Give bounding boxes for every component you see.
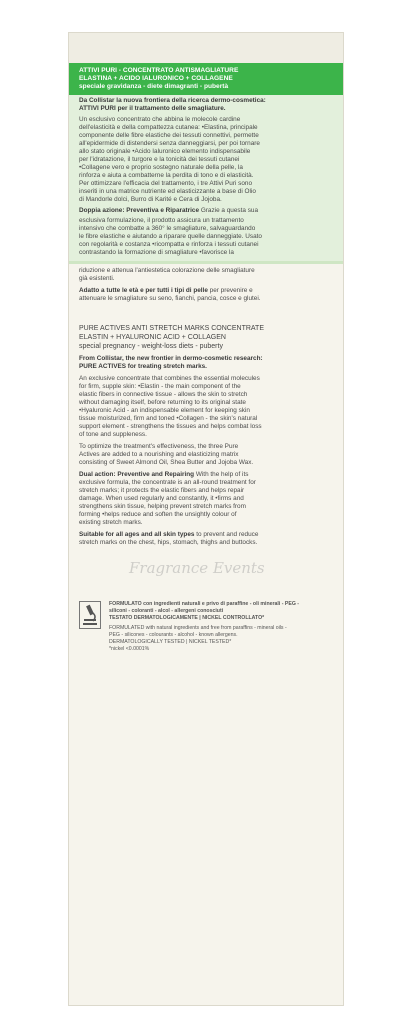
- en-optimize-line: consisting of Sweet Almond Oil, Shea Butter and Jojoba Wax.: [79, 459, 254, 466]
- section-divider: [69, 261, 343, 264]
- it-dual-line: esclusiva formulazione, il prodotto assicura un trattamento: [79, 217, 244, 224]
- en-heading-line-3: special pregnancy - weight-loss diets - puberty: [79, 343, 223, 350]
- en-body-line: support element - strengthens the tissues and helps combat loss: [79, 423, 262, 430]
- it-dual-line: già esistenti.: [79, 275, 115, 282]
- en-dual-title: Dual action: Preventive and Repairing: [79, 471, 195, 478]
- it-dual-line: contrastando la formazione di smagliature •favorisce la: [79, 249, 234, 256]
- en-body-line: of tone and suppleness.: [79, 431, 147, 438]
- it-body-line: Un esclusivo concentrato che abbina le molecole cardine: [79, 116, 241, 123]
- microscope-icon: [79, 601, 101, 629]
- it-heading-line-2: ELASTINA + ACIDO IALURONICO + COLLAGENE: [79, 75, 233, 82]
- product-box-panel: [68, 32, 344, 1006]
- it-dual-title: Doppia azione: Preventiva e Riparatrice: [79, 207, 200, 214]
- en-heading-line-2: ELASTIN + HYALURONIC ACID + COLLAGEN: [79, 334, 226, 341]
- it-body-line: allo stato originale •Acido Ialuronico elemento indispensabile: [79, 148, 251, 155]
- cert-it-line: siliconi - coloranti - alcol - allergeni conosciuti: [109, 608, 224, 614]
- it-heading-line-1: ATTIVI PURI - CONCENTRATO ANTISMAGLIATURE: [79, 67, 239, 74]
- it-ages-title: Adatto a tutte le età e per tutti i tipi di pelle: [79, 287, 208, 294]
- en-dual-line: With the help of its: [195, 471, 249, 478]
- cert-en-line: *nickel <0.0001%: [109, 646, 150, 652]
- it-heading-line-3: speciale gravidanza - diete dimagranti - pubertà: [79, 83, 229, 90]
- it-dual-line: le fibre elastiche e aiutando a riparare quelle danneggiate. Usato: [79, 233, 262, 240]
- it-body-line: Per ottimizzare l'efficacia del trattamento, i tre Attivi Puri sono: [79, 180, 253, 187]
- en-body-line: tissue moisturized, firm and toned •Collagen - the skin's natural: [79, 415, 258, 422]
- it-body-line: inseriti in una matrice nutriente ed elasticizzante a base di Olio: [79, 188, 256, 195]
- it-body-line: componente delle fibre elastiche dei tessuti connettivi, permette: [79, 132, 259, 139]
- it-body-line: di Mandorle dolci, Burro di Karité e Cera di Jojoba.: [79, 196, 222, 203]
- it-body-line: rinforza e aiuta a combatterne la perdita di tono e di elasticità.: [79, 172, 254, 179]
- en-intro-line-1: From Collistar, the new frontier in dermo-cosmetic research:: [79, 355, 263, 362]
- it-dual-action: [79, 207, 336, 215]
- en-optimize-line: Actives are added to a nourishing and elasticizing matrix: [79, 451, 239, 458]
- it-dual-line: intensivo che combatte a 360° le smagliature, salvaguardando: [79, 225, 256, 232]
- en-dual-line: damage. When used regularly and constantly, it •firms and: [79, 495, 244, 502]
- en-body-line: without damaging itself, before returning to its original state: [79, 399, 246, 406]
- en-dual-line: forming •helps reduce and soften the unsightly colour of: [79, 511, 237, 518]
- it-body-line: all'epidermide di distendersi senza danneggiarsi, per poi tornare: [79, 140, 260, 147]
- en-dual-line: existing stretch marks.: [79, 519, 143, 526]
- en-body-line: •Hyaluronic Acid - an indispensable element for keeping skin: [79, 407, 250, 414]
- cert-en-line: PEG - silicones - colourants - alcohol - known allergens.: [109, 632, 238, 638]
- it-ages-line: per prevenire e: [209, 287, 253, 294]
- en-dual-line: exclusive formula, the concentrate is an all-round treatment for: [79, 479, 256, 486]
- en-optimize-line: To optimize the treatment's effectiveness, the three Pure: [79, 443, 239, 450]
- en-body-line: An exclusive concentrate that combines the essential molecules: [79, 375, 260, 382]
- en-body-line: elastic fibers in connective tissue - allows the skin to stretch: [79, 391, 248, 398]
- en-dual-line: strengthens skin tissue, helping prevent stretch marks from: [79, 503, 246, 510]
- it-body-line: per l'idratazione, il turgore e la tonicità dei tessuti cutanei: [79, 156, 240, 163]
- en-dual-action: [79, 471, 336, 479]
- en-dual-line: stretch marks; it protects the elastic fibers and helps repair: [79, 487, 245, 494]
- cert-en-line: FORMULATED with natural ingredients and free from paraffins - mineral oils -: [109, 625, 287, 631]
- it-intro-line-2: ATTIVI PURI per il trattamento delle smagliature.: [79, 105, 226, 112]
- it-dual-line: Grazie a questa sua: [200, 207, 259, 214]
- en-ages-line: to prevent and reduce: [196, 531, 259, 538]
- en-body-line: for firm, supple skin: •Elastin - the main component of the: [79, 383, 241, 390]
- it-dual-line: riduzione e attenua l'antiestetica colorazione delle smagliature: [79, 267, 255, 274]
- en-ages-title: Suitable for all ages and all skin types: [79, 531, 195, 538]
- cert-it-line: FORMULATO con ingredienti naturali e privo di paraffine - oli minerali - PEG -: [109, 601, 300, 607]
- it-dual-line: con regolarità e costanza •ricompatta e rinforza i tessuti cutanei: [79, 241, 259, 248]
- en-ages: [79, 531, 336, 539]
- en-heading-line-1: PURE ACTIVES ANTI STRETCH MARKS CONCENTRATE: [79, 325, 265, 332]
- it-body-line: •Collagene vero e proprio sostegno naturale della pelle, la: [79, 164, 243, 171]
- it-ages-line: attenuare le smagliature su seno, fianchi, pancia, cosce e glutei.: [79, 295, 261, 302]
- en-intro-line-2: PURE ACTIVES for treating stretch marks.: [79, 363, 207, 370]
- it-ages: [79, 287, 336, 295]
- it-intro-line-1: Da Collistar la nuova frontiera della ricerca dermo-cosmetica:: [79, 97, 266, 104]
- cert-it-line: TESTATO DERMATOLOGICAMENTE | NICKEL CONTROLLATO*: [109, 615, 265, 621]
- en-ages-line: stretch marks on the chest, hips, stomach, thighs and buttocks.: [79, 539, 258, 546]
- box-top-strip: [69, 33, 343, 63]
- watermark: Fragrance Events: [129, 559, 265, 577]
- cert-en-line: DERMATOLOGICALLY TESTED | NICKEL TESTED*: [109, 639, 232, 645]
- it-body-line: dell'elasticità e della compattezza cutanea: •Elastina, principale: [79, 124, 258, 131]
